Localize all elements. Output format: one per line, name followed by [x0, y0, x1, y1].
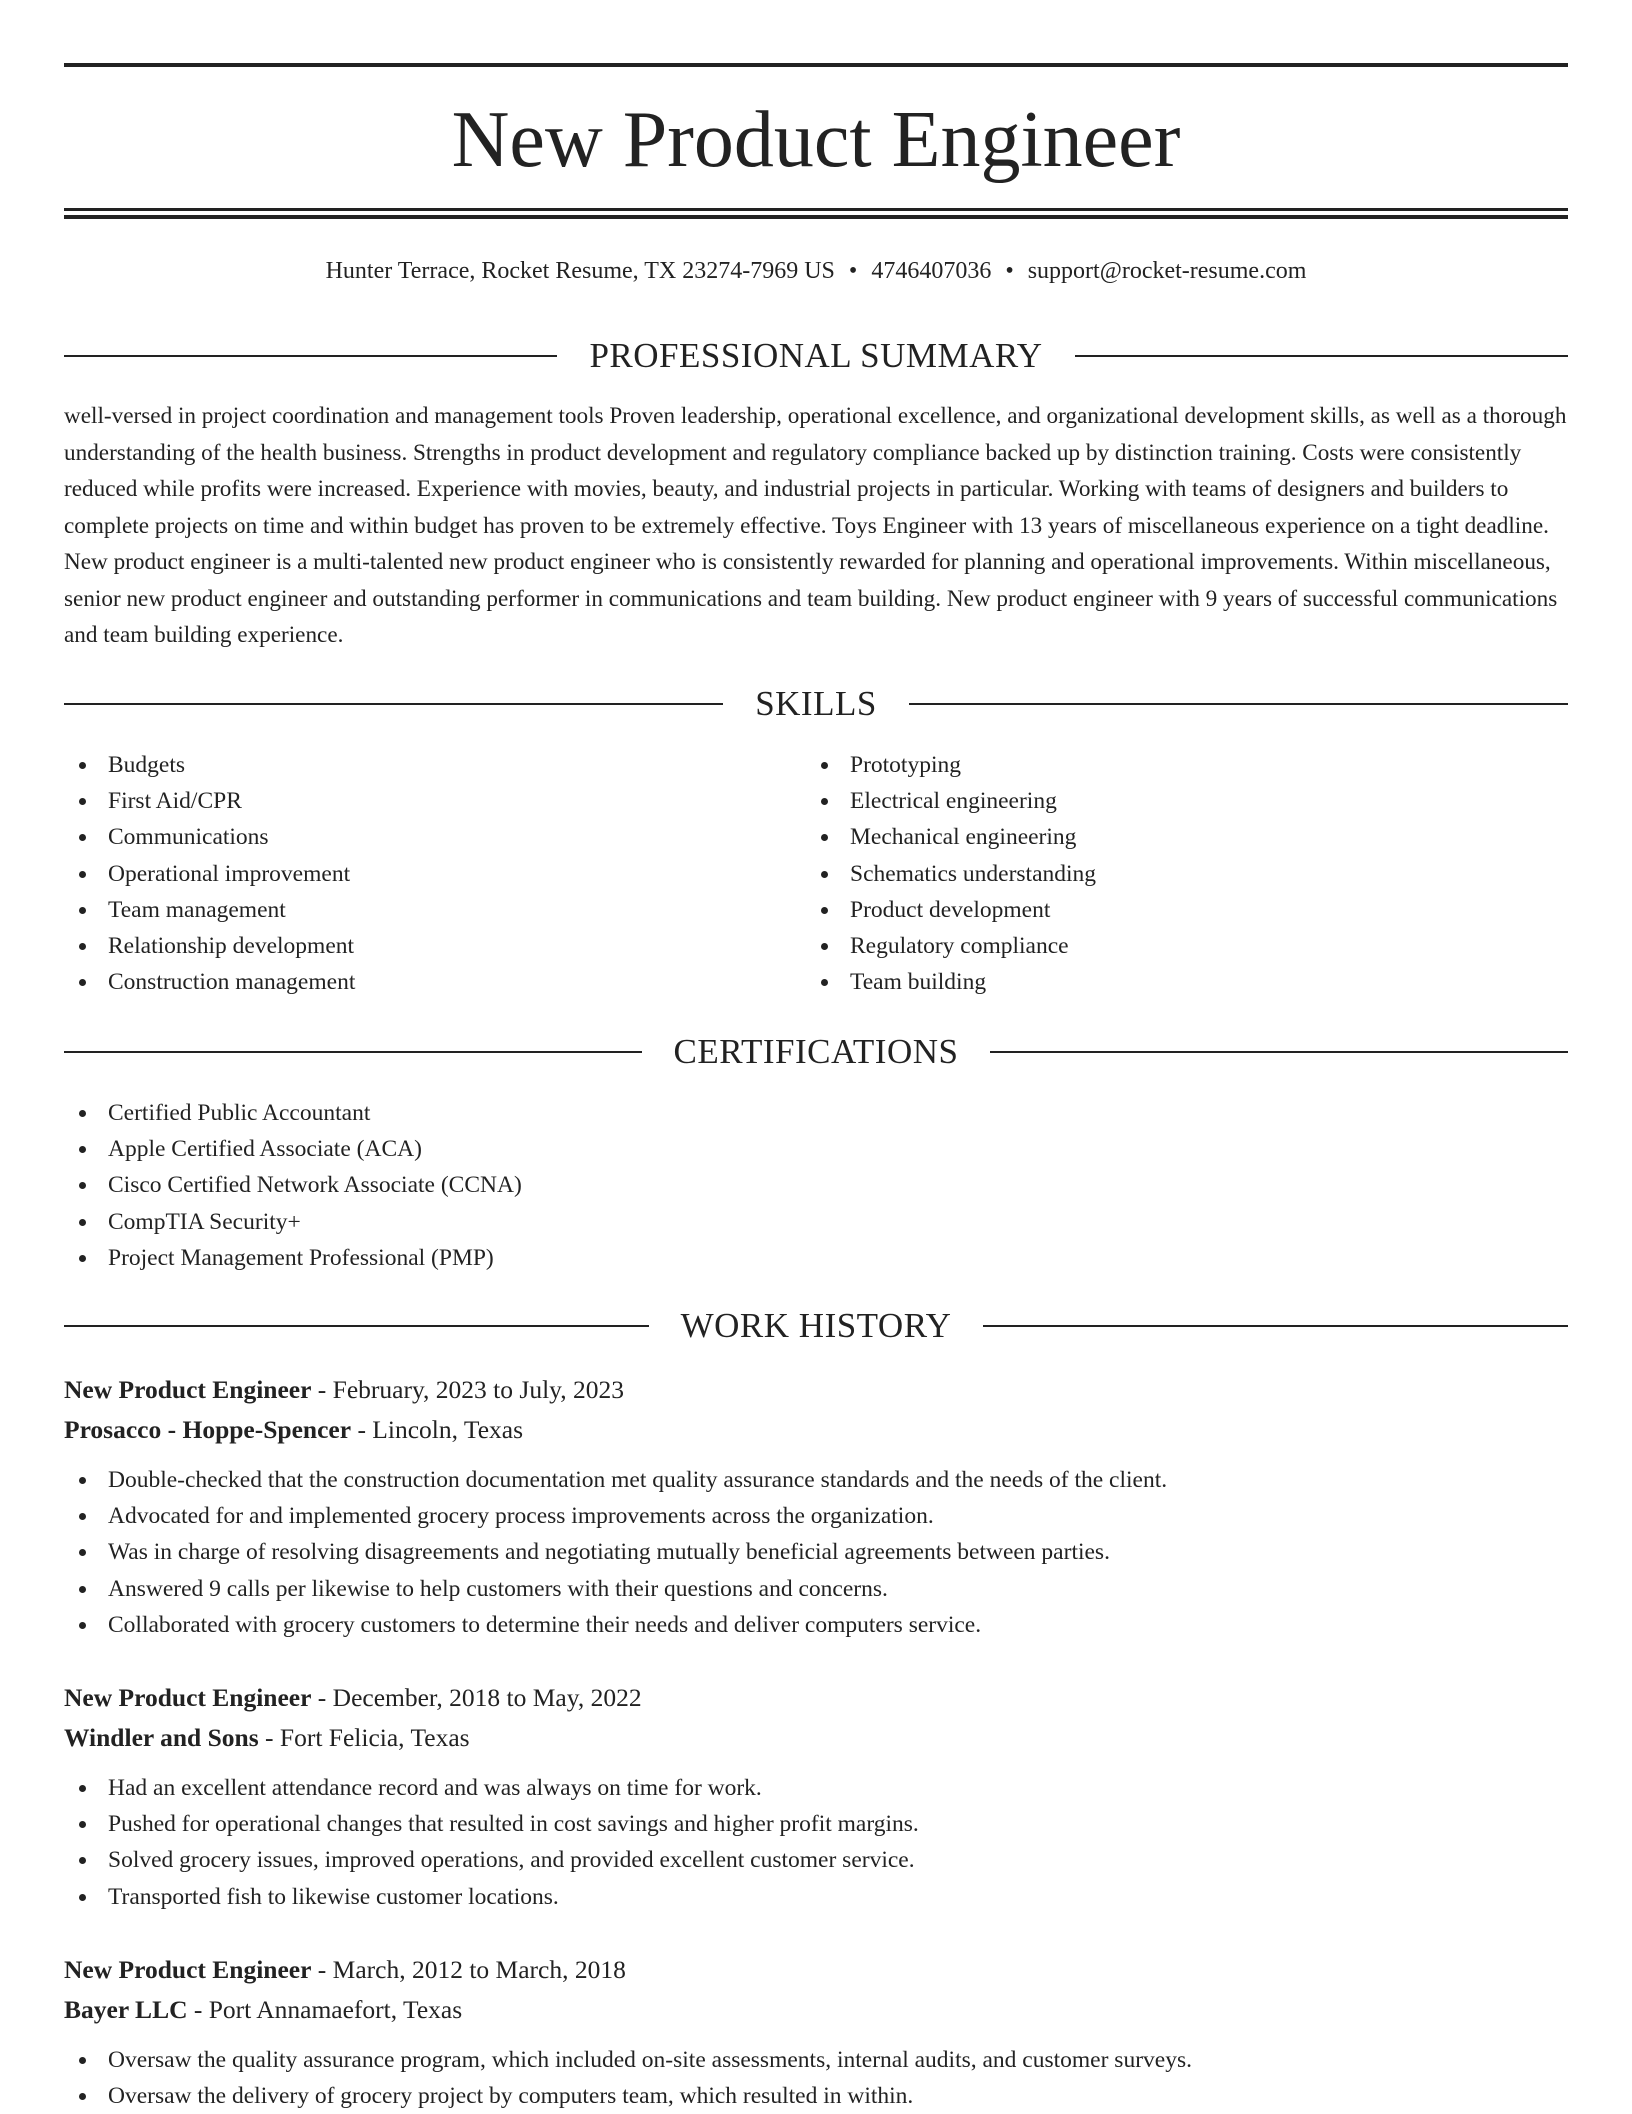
job-entry	[64, 1950, 1568, 2114]
heading-rule-right	[909, 703, 1568, 705]
top-rule	[64, 63, 1568, 67]
heading-rule-left	[64, 1051, 642, 1053]
job-bullet: Advocated for and implemented grocery process improvements across the organization.	[64, 1498, 1568, 1534]
certifications-list	[64, 1095, 1568, 1276]
certifications-heading	[64, 1030, 1568, 1074]
skills-list-left	[64, 747, 764, 1000]
skills-heading-label: SKILLS	[755, 684, 877, 723]
header-rule-lower	[64, 215, 1568, 219]
job-title: New Product Engineer	[64, 1683, 312, 1712]
job-bullets	[64, 2042, 1568, 2114]
job-company-line	[64, 1718, 1568, 1758]
heading-rule-left	[64, 355, 557, 357]
job-company: Windler and Sons	[64, 1723, 259, 1752]
job-bullet: Oversaw the quality assurance program, which included on-site assessments, internal audits, and customer surveys.	[64, 2042, 1568, 2078]
job-company: Bayer LLC	[64, 1995, 188, 2024]
skill-item: First Aid/CPR	[64, 783, 764, 819]
contact-separator: •	[1005, 258, 1014, 284]
contact-line	[64, 254, 1568, 288]
skills-list-right	[806, 747, 1506, 1000]
skill-item: Product development	[806, 892, 1506, 928]
work-history-heading-label: WORK HISTORY	[680, 1306, 952, 1345]
job-location: - Lincoln, Texas	[351, 1415, 524, 1444]
job-entry	[64, 1678, 1568, 1915]
certifications-heading-label: CERTIFICATIONS	[673, 1032, 959, 1071]
job-company: Prosacco - Hoppe-Spencer	[64, 1415, 352, 1444]
skill-item: Construction management	[64, 964, 764, 1000]
heading-rule-right	[990, 1051, 1568, 1053]
certification-item: Certified Public Accountant	[64, 1095, 1568, 1131]
job-bullet: Oversaw the delivery of grocery project by computers team, which resulted in within.	[64, 2078, 1568, 2114]
contact-phone: 4746407036	[871, 258, 992, 284]
work-history-heading	[64, 1304, 1568, 1348]
job-location: - Fort Felicia, Texas	[258, 1723, 470, 1752]
skill-item: Prototyping	[806, 747, 1506, 783]
summary-text: well-versed in project coordination and management tools Proven leadership, operational excellence, and organizational development skills, as well as a thorough understanding of the health business. Strengths in product development and regulatory compliance backed up by distinction training. Costs were consistently reduced while profits were increased. Experience with movies, beauty, and industrial projects in particular. Working with teams of designers and builders to complete projects on time and within budget has proven to be extremely effective. Toys Engineer with 13 years of miscellaneous experience on a tight deadline. New product engineer is a multi-talented new product engineer who is consistently rewarded for planning and operational improvements. Within miscellaneous, senior new product engineer and outstanding performer in communications and team building. New product engineer with 9 years of successful communications and team building experience.	[64, 403, 1567, 648]
skill-item: Electrical engineering	[806, 783, 1506, 819]
job-bullet: Pushed for operational changes that resulted in cost savings and higher profit margins.	[64, 1806, 1568, 1842]
heading-rule-right	[983, 1325, 1568, 1327]
job-bullet: Transported fish to likewise customer locations.	[64, 1879, 1568, 1915]
resume-name: New Product Engineer	[451, 96, 1181, 184]
heading-rule-left	[64, 1325, 649, 1327]
skill-item: Team building	[806, 964, 1506, 1000]
skills-heading	[64, 682, 1568, 726]
summary-heading	[64, 334, 1568, 378]
contact-separator: •	[848, 258, 858, 284]
job-title: New Product Engineer	[64, 1375, 312, 1404]
skill-item: Communications	[64, 819, 764, 855]
heading-rule-right	[1075, 355, 1568, 357]
certification-item: Apple Certified Associate (ACA)	[64, 1131, 1568, 1167]
skill-item: Regulatory compliance	[806, 928, 1506, 964]
job-entry	[64, 1370, 1568, 1643]
skill-item: Team management	[64, 892, 764, 928]
heading-rule-left	[64, 703, 723, 705]
job-bullet: Double-checked that the construction documentation met quality assurance standards and the needs of the client.	[64, 1462, 1568, 1498]
job-bullet: Had an excellent attendance record and was always on time for work.	[64, 1770, 1568, 1806]
certification-item: Project Management Professional (PMP)	[64, 1240, 1568, 1276]
job-bullets	[64, 1462, 1568, 1643]
job-bullet: Was in charge of resolving disagreements and negotiating mutually beneficial agreements between parties.	[64, 1534, 1568, 1570]
skill-item: Relationship development	[64, 928, 764, 964]
job-title-line	[64, 1678, 1568, 1718]
certification-item: Cisco Certified Network Associate (CCNA)	[64, 1167, 1568, 1203]
job-bullet: Collaborated with grocery customers to determine their needs and deliver computers service.	[64, 1607, 1568, 1643]
skill-item: Operational improvement	[64, 856, 764, 892]
job-company-line	[64, 1990, 1568, 2030]
job-dates: - February, 2023 to July, 2023	[311, 1375, 624, 1404]
skill-item: Mechanical engineering	[806, 819, 1506, 855]
contact-address: Hunter Terrace, Rocket Resume, TX 23274-7969 US	[325, 258, 835, 284]
summary-heading-label: PROFESSIONAL SUMMARY	[589, 336, 1043, 375]
job-bullet: Answered 9 calls per likewise to help customers with their questions and concerns.	[64, 1571, 1568, 1607]
job-title-line	[64, 1370, 1568, 1410]
job-bullets	[64, 1770, 1568, 1915]
skill-item: Budgets	[64, 747, 764, 783]
job-dates: - December, 2018 to May, 2022	[311, 1683, 642, 1712]
job-dates: - March, 2012 to March, 2018	[311, 1955, 626, 1984]
job-title-line	[64, 1950, 1568, 1990]
job-title: New Product Engineer	[64, 1955, 312, 1984]
certification-item: CompTIA Security+	[64, 1204, 1568, 1240]
contact-email: support@rocket-resume.com	[1027, 258, 1307, 284]
header-rule-upper	[64, 208, 1568, 211]
job-company-line	[64, 1410, 1568, 1450]
job-location: - Port Annamaefort, Texas	[187, 1995, 463, 2024]
job-bullet: Solved grocery issues, improved operations, and provided excellent customer service.	[64, 1842, 1568, 1878]
skill-item: Schematics understanding	[806, 856, 1506, 892]
